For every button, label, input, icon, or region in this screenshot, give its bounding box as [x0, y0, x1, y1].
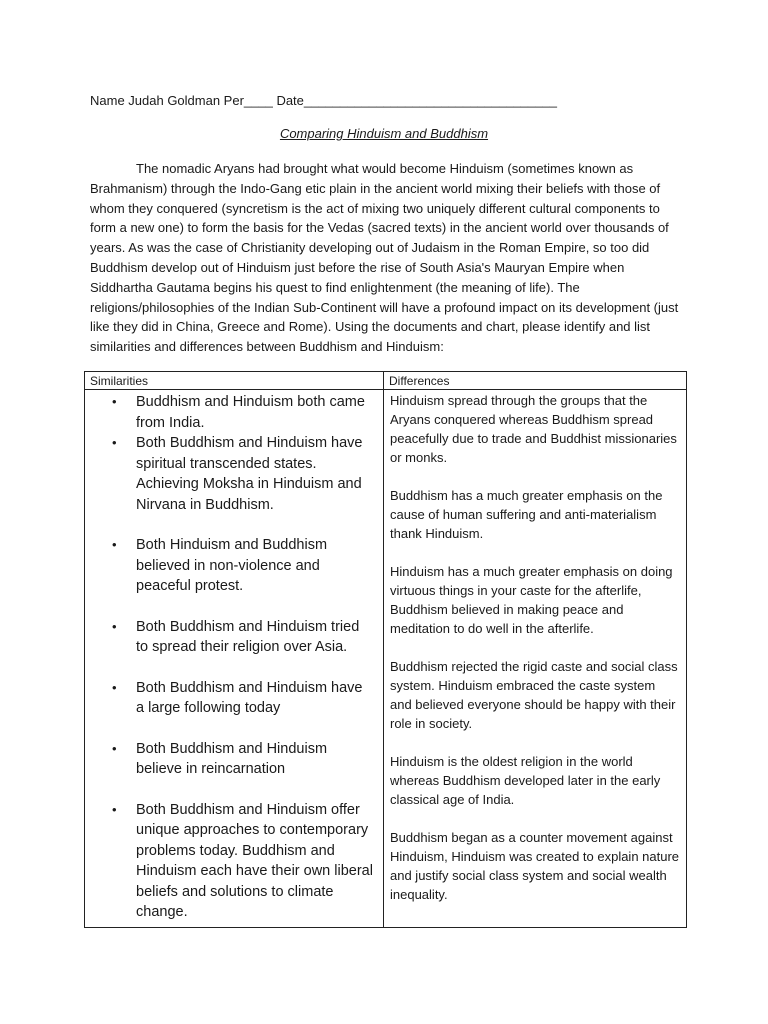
similarity-text: Both Buddhism and Hinduism tried to spread their religion over Asia.	[136, 618, 360, 655]
similarity-text: Both Hinduism and Buddhism believed in non-violence and peaceful protest.	[136, 537, 328, 594]
difference-item: Hinduism is the oldest religion in the world whereas Buddhism developed later in the early classical age of India.	[390, 754, 661, 807]
bullet-icon: •	[112, 740, 117, 756]
similarities-cell	[85, 390, 384, 928]
similarity-text: Both Buddhism and Hinduism believe in reincarnation	[136, 740, 328, 777]
similarity-text: Both Buddhism and Hinduism have spiritual transcended states. Achieving Moksha in Hinduism and Nirvana in Buddhism.	[136, 435, 363, 513]
similarity-item	[85, 800, 383, 923]
difference-item: Buddhism rejected the rigid caste and social class system. Hinduism embraced the caste system and believed everyone should be happy with their role in society.	[390, 659, 678, 731]
comparison-table	[84, 371, 687, 928]
similarity-item	[85, 617, 383, 658]
intro-paragraph: The nomadic Aryans had brought what would become Hinduism (sometimes known as Brahmanism) through the Indo-Gang etic plain in the ancient world mixing their beliefs with those of whom they conquered (syncretism is the act of mixing two uniquely different cultural components to form a new one) to form the basis for the Vedas (sacred texts) in the ancient world over thousands of years. As was the case of Christianity developing out of Judaism in the Roman Empire, so too did Buddhism develop out of Hinduism just before the rise of South Asia's Mauryan Empire when Siddhartha Gautama begins his quest to find enlightenment (the meaning of life). The religions/philosophies of the Indian Sub-Continent will have a profound impact on its development (just like they did in China, Greece and Rome). Using the documents and chart, please identify and list similarities and differences between Buddhism and Hinduism:	[90, 161, 679, 355]
bullet-icon: •	[112, 435, 117, 450]
similarity-text: Both Buddhism and Hinduism have a large following today	[136, 679, 363, 716]
name-period-date-line: Name Judah Goldman Per____ Date___________________________________	[90, 93, 557, 108]
bullet-icon: •	[112, 801, 117, 817]
similarity-item	[85, 678, 383, 719]
bullet-icon: •	[112, 679, 117, 695]
difference-item: Buddhism has a much greater emphasis on the cause of human suffering and anti-materialism thank Hinduism.	[390, 488, 663, 541]
page-title: Comparing Hinduism and Buddhism	[279, 126, 489, 141]
bullet-icon: •	[112, 394, 117, 409]
similarity-item	[85, 433, 383, 515]
similarity-item	[85, 535, 383, 597]
similarities-header: Similarities	[85, 372, 384, 390]
differences-cell	[384, 390, 687, 928]
difference-item: Buddhism began as a counter movement against Hinduism, Hinduism was created to explain nature and justify social class system and social wealth inequality.	[390, 830, 680, 902]
similarity-text: Both Buddhism and Hinduism offer unique approaches to contemporary problems today. Buddhism and Hinduism each have their own liberal beliefs and solutions to climate change.	[136, 801, 373, 920]
similarity-item	[85, 739, 383, 780]
differences-header: Differences	[384, 372, 687, 390]
difference-item: Hinduism has a much greater emphasis on doing virtuous things in your caste for the afterlife, Buddhism believed in making peace and meditation to do well in the afterlife.	[390, 564, 673, 636]
bullet-icon: •	[112, 537, 117, 552]
table-header-row	[85, 372, 687, 390]
similarity-item	[85, 392, 383, 433]
difference-item: Hinduism spread through the groups that the Aryans conquered whereas Buddhism spread peacefully due to trade and Buddhist missionaries or monks.	[390, 393, 677, 465]
table-body-row	[85, 390, 687, 928]
similarity-text: Buddhism and Hinduism both came from India.	[136, 394, 365, 431]
bullet-icon: •	[112, 618, 117, 634]
similarities-list	[85, 392, 383, 923]
